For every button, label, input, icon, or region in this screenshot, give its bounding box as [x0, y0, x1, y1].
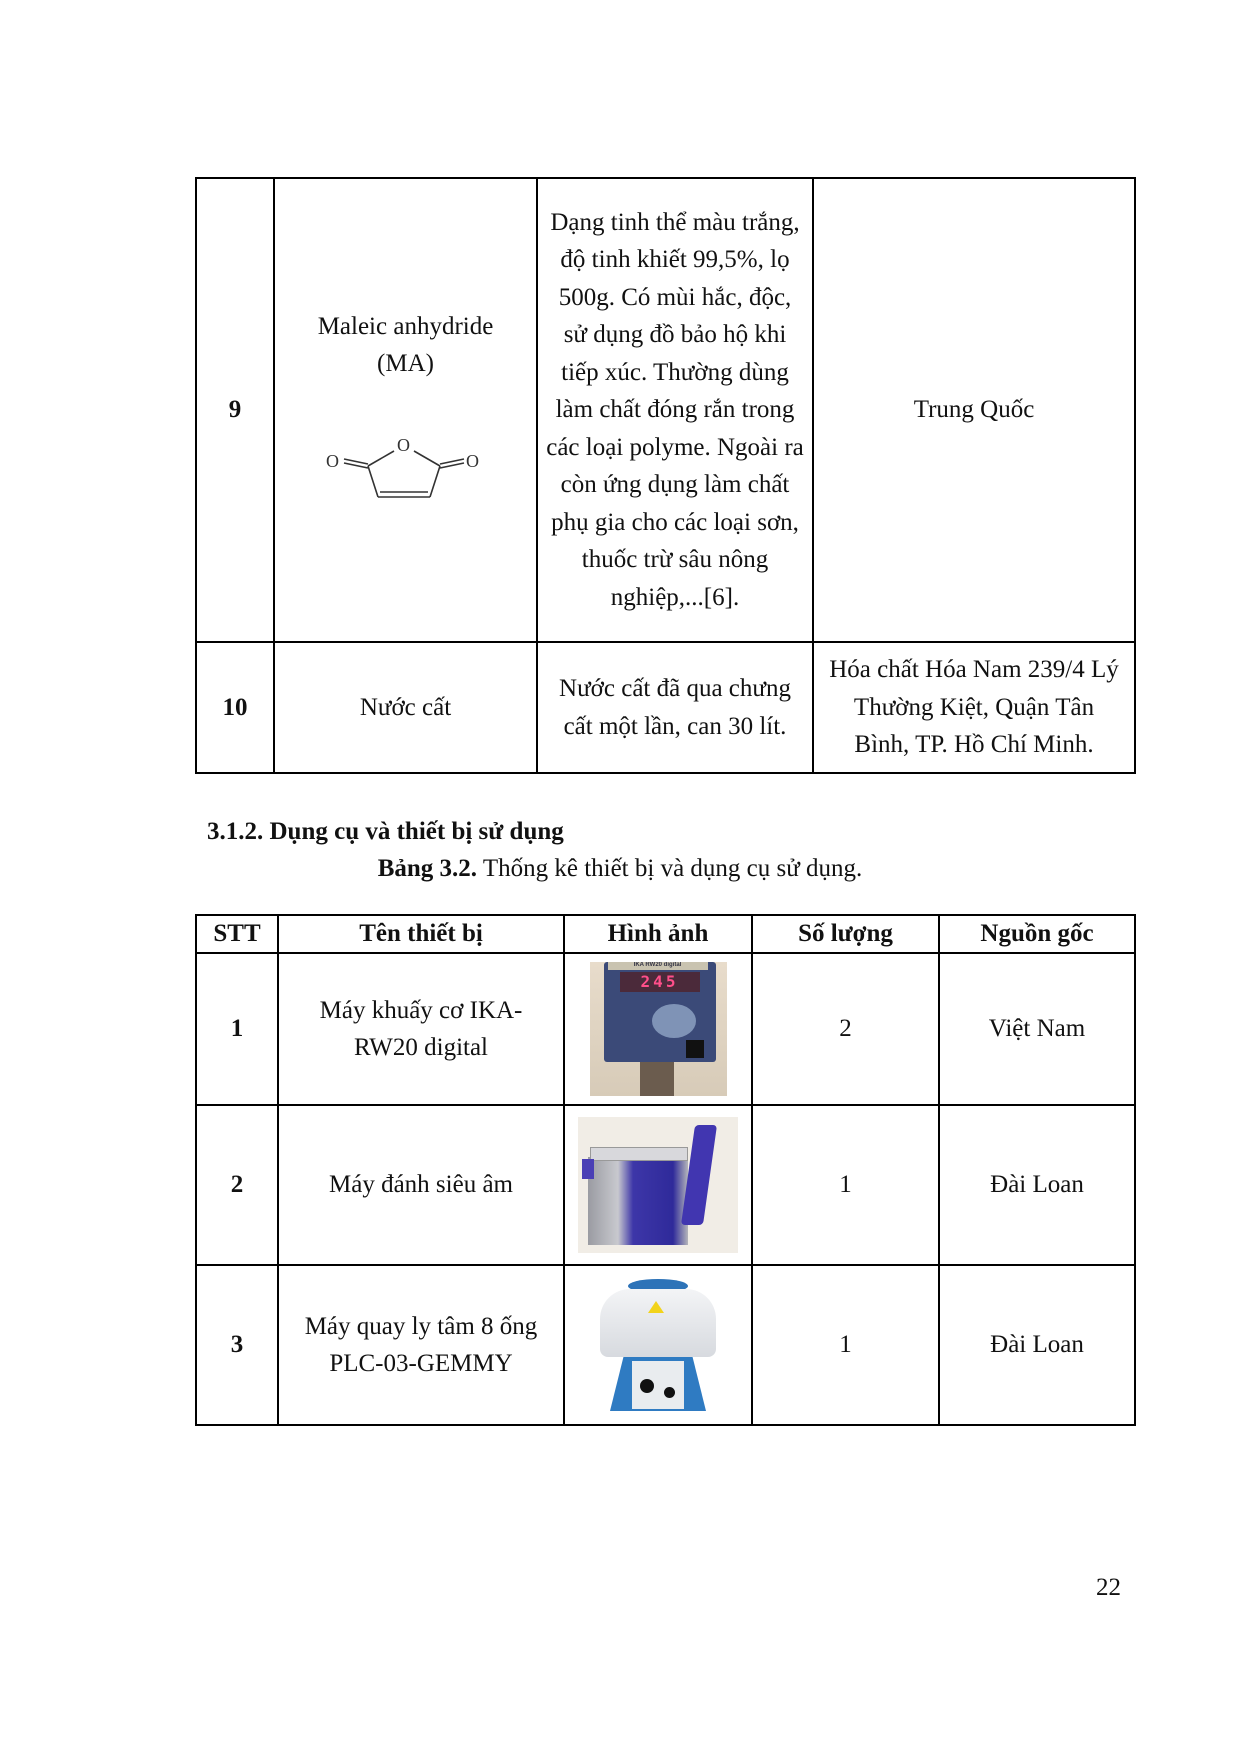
svg-text:O: O — [325, 450, 339, 471]
header-name: Tên thiết bị — [278, 915, 564, 953]
image-cell — [564, 1105, 752, 1265]
chemical-abbrev: (MA) — [377, 350, 434, 377]
description-cell: Nước cất đã qua chưng cất một lần, can 30 lít. — [537, 642, 813, 773]
stt-cell: 1 — [196, 953, 278, 1105]
origin-cell: Đài Loan — [939, 1105, 1135, 1265]
header-image: Hình ảnh — [564, 915, 752, 953]
section-heading: 3.1.2. Dụng cụ và thiết bị sử dụng — [207, 818, 564, 845]
image-cell — [564, 1265, 752, 1425]
stt-cell: 2 — [196, 1105, 278, 1265]
display-reading: 245 — [620, 972, 700, 992]
chemical-name-cell: Nước cất — [274, 642, 537, 773]
stt-cell: 3 — [196, 1265, 278, 1425]
origin-cell: Hóa chất Hóa Nam 239/4 Lý Thường Kiệt, Quận Tân Bình, TP. Hồ Chí Minh. — [813, 642, 1135, 773]
caption-label: Bảng 3.2. — [377, 855, 478, 882]
origin-cell: Trung Quốc — [813, 178, 1135, 642]
ultrasonic-bath-photo — [578, 1117, 738, 1253]
quantity-cell: 2 — [752, 953, 939, 1105]
ika-stirrer-photo: IKA RW20 digital 245 — [590, 962, 727, 1096]
svg-text:O: O — [465, 450, 479, 471]
svg-text:O: O — [396, 434, 410, 455]
stt-cell: 10 — [196, 642, 274, 773]
quantity-cell: 1 — [752, 1105, 939, 1265]
table-row — [196, 642, 1135, 773]
stt-cell: 9 — [196, 178, 274, 642]
table-row — [196, 1105, 1135, 1265]
table-header-row — [196, 915, 1135, 953]
equipment-name-cell: Máy đánh siêu âm — [278, 1105, 564, 1265]
header-stt: STT — [196, 915, 278, 953]
equipment-name-cell: Máy khuấy cơ IKA-RW20 digital — [278, 953, 564, 1105]
origin-cell: Đài Loan — [939, 1265, 1135, 1425]
maleic-anhydride-structure-icon — [316, 433, 496, 513]
chemical-name-cell — [274, 178, 537, 642]
centrifuge-photo — [588, 1275, 728, 1415]
chemical-name: Maleic anhydride — [317, 312, 494, 340]
header-quantity: Số lượng — [752, 915, 939, 953]
description-cell: Dạng tinh thể màu trắng, độ tinh khiết 99,5%, lọ 500g. Có mùi hắc, độc, sử dụng đồ bảo hộ khi tiếp xúc. Thường dùng làm chất đóng rắn trong các loại polyme. Ngoài ra còn ứng dụng làm chất phụ gia cho các loại sơn, thuốc trừ sâu nông nghiệp,...[6]. — [537, 178, 813, 642]
table-row — [196, 953, 1135, 1105]
image-cell — [564, 953, 752, 1105]
table-caption — [0, 855, 1240, 883]
table-row — [196, 178, 1135, 642]
page-number: 22 — [1096, 1574, 1121, 1601]
equipment-table — [195, 914, 1136, 1426]
equipment-name-cell: Máy quay ly tâm 8 ống PLC-03-GEMMY — [278, 1265, 564, 1425]
chemicals-table-continued — [195, 177, 1136, 774]
quantity-cell: 1 — [752, 1265, 939, 1425]
origin-cell: Việt Nam — [939, 953, 1135, 1105]
table-row — [196, 1265, 1135, 1425]
header-origin: Nguồn gốc — [939, 915, 1135, 953]
caption-text: Thống kê thiết bị và dụng cụ sử dụng. — [477, 855, 863, 882]
